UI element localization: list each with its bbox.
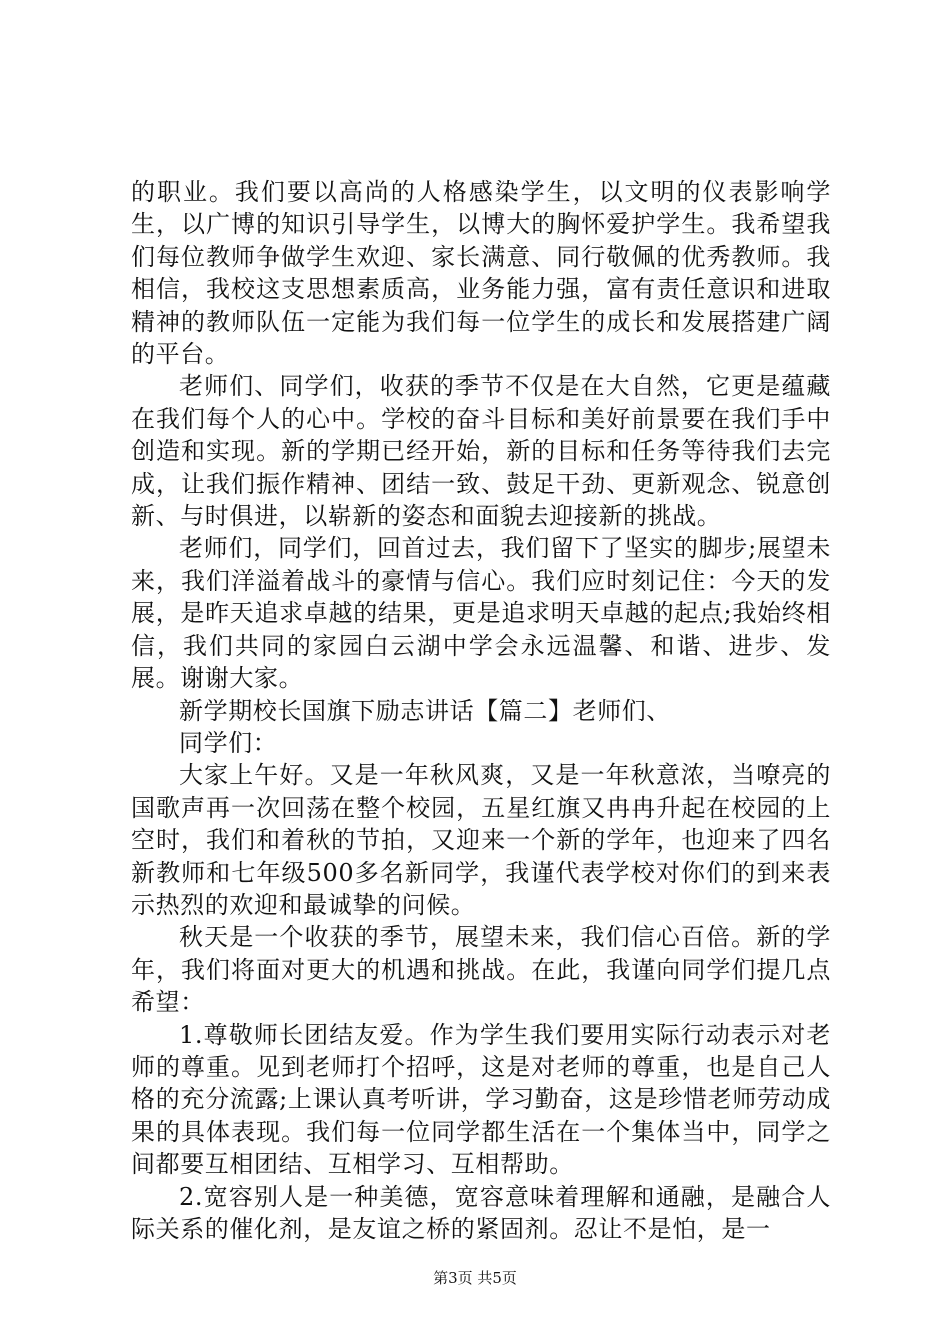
salutation: 同学们：	[179, 728, 278, 757]
paragraph: 老师们，同学们，回首过去，我们留下了坚实的脚步;展望未来，我们洋溢着战斗的豪情与信心。我们应时刻记住：今天的发展，是昨天追求卓越的结果，更是追求明天卓越的起点;我始终相信，我们共同的家园白云湖中学会永远温馨、和谐、进步、发展。谢谢大家。	[131, 534, 831, 693]
section-heading: 新学期校长国旗下励志讲话【篇二】老师们、	[179, 696, 671, 725]
paragraph: 大家上午好。又是一年秋风爽，又是一年秋意浓，当嘹亮的国歌声再一次回荡在整个校园，五星红旗又冉冉升起在校园的上空时，我们和着秋的节拍，又迎来一个新的学年，也迎来了四名新教师和七年级500多名新同学，我谨代表学校对你们的到来表示热烈的欢迎和最诚挚的问候。	[131, 761, 831, 919]
page-number-footer: 第3页 共5页	[433, 1269, 517, 1287]
list-item: 2.宽容别人是一种美德，宽容意味着理解和通融，是融合人际关系的催化剂，是友谊之桥的紧固剂。忍让不是怕，是一	[131, 1182, 831, 1243]
document-body	[131, 176, 831, 1245]
paragraph: 的职业。我们要以高尚的人格感染学生，以文明的仪表影响学生，以广博的知识引导学生，以博大的胸怀爱护学生。我希望我们每位教师争做学生欢迎、家长满意、同行敬佩的优秀教师。我相信，我校这支思想素质高，业务能力强，富有责任意识和进取精神的教师队伍一定能为我们每一位学生的成长和发展搭建广阔的平台。	[131, 178, 831, 369]
paragraph: 秋天是一个收获的季节，展望未来，我们信心百倍。新的学年，我们将面对更大的机遇和挑战。在此，我谨向同学们提几点希望：	[131, 923, 831, 1017]
paragraph: 老师们、同学们，收获的季节不仅是在大自然，它更是蕴藏在我们每个人的心中。学校的奋斗目标和美好前景要在我们手中创造和实现。新的学期已经开始，新的目标和任务等待我们去完成，让我们振作精神、团结一致、鼓足干劲、更新观念、锐意创新、与时俱进，以崭新的姿态和面貌去迎接新的挑战。	[131, 372, 831, 531]
list-item: 1.尊敬师长团结友爱。作为学生我们要用实际行动表示对老师的尊重。见到老师打个招呼，这是对老师的尊重，也是自己人格的充分流露;上课认真考听讲，学习勤奋，这是珍惜老师劳动成果的具体表现。我们每一位同学都生活在一个集体当中，同学之间都要互相团结、互相学习、互相帮助。	[131, 1020, 831, 1179]
